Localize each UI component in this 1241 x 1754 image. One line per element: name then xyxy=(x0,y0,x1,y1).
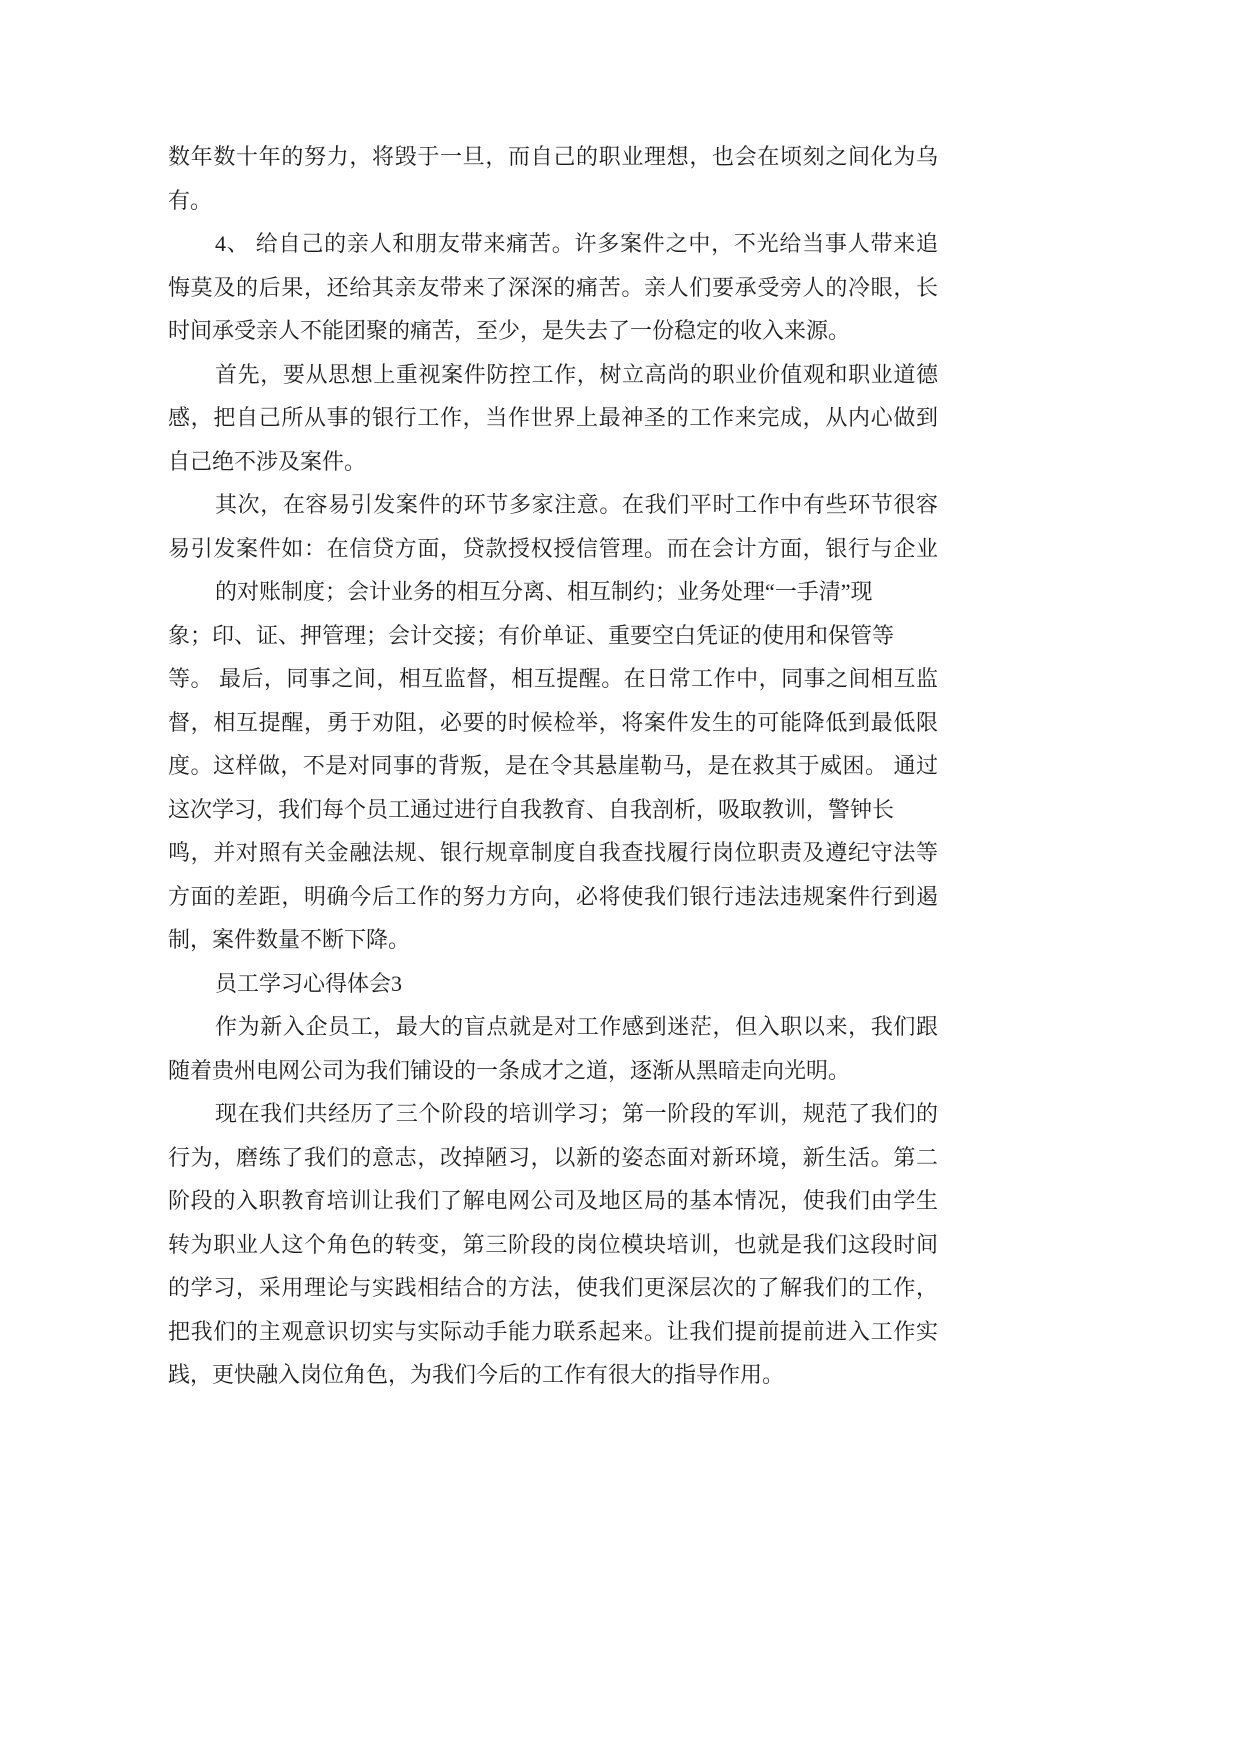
text-line: 的学习，采用理论与实践相结合的方法，使我们更深层次的了解我们的工作， xyxy=(168,1275,938,1300)
text-line: 作为新入企员工，最大的盲点就是对工作感到迷茫，但入职以来，我们跟 xyxy=(215,1014,938,1039)
text-line: 随着贵州电网公司为我们铺设的一条成才之道，逐渐从黑暗走向光明。 xyxy=(168,1057,851,1083)
text-line: 有。 xyxy=(168,187,213,213)
text-line: 象；印、证、押管理；会计交接；有价单证、重要空白凭证的使用和保管等 xyxy=(168,622,895,648)
text-line: 行为，磨练了我们的意志，改掉陋习，以新的姿态面对新环境，新生活。第二 xyxy=(168,1144,938,1170)
text-line: 时间承受亲人不能团聚的痛苦，至少，是失去了一份稳定的收入来源。 xyxy=(168,318,851,343)
text-line: 自己绝不涉及案件。 xyxy=(168,448,367,474)
text-line: 度。这样做，不是对同事的背叛，是在令其悬崖勒马，是在救其于威困。 通过 xyxy=(168,753,938,778)
text-line: 阶段的入职教育培训让我们了解电网公司及地区局的基本情况，使我们由学生 xyxy=(168,1188,938,1213)
text-line: 制，案件数量不断下降。 xyxy=(168,927,411,952)
paragraph xyxy=(168,1092,938,1397)
text-line: 鸣，并对照有关金融法规、银行规章制度自我查找履行岗位职责及遵纪守法等 xyxy=(168,840,938,865)
text-line: 的对账制度；会计业务的相互分离、相互制约；业务处理“一手清”现 xyxy=(215,579,873,604)
text-line: 感，把自己所从事的银行工作，当作世界上最神圣的工作来完成，从内心做到 xyxy=(168,405,938,430)
text-line: 易引发案件如：在信贷方面，贷款授权授信管理。而在会计方面，银行与企业 xyxy=(168,535,938,561)
paragraph xyxy=(168,135,938,222)
text-line: 把我们的主观意识切实与实际动手能力联系起来。让我们提前提前进入工作实 xyxy=(168,1318,938,1344)
text-line: 首先，要从思想上重视案件防控工作，树立高尚的职业价值观和职业道德 xyxy=(215,361,938,387)
text-line: 方面的差距，明确今后工作的努力方向，必将使我们银行违法违规案件行到遏 xyxy=(168,883,938,909)
text-line: 4、 给自己的亲人和朋友带来痛苦。许多案件之中，不光给当事人带来追 xyxy=(215,231,938,256)
text-line: 这次学习，我们每个员工通过进行自我教育、自我剖析，吸取教训，警钟长 xyxy=(168,796,895,822)
paragraph xyxy=(168,483,938,570)
paragraph xyxy=(168,1005,938,1092)
paragraph xyxy=(168,353,938,484)
paragraph xyxy=(168,222,938,353)
text-line: 员工学习心得体会3 xyxy=(215,970,403,996)
text-line: 督，相互提醒，勇于劝阻，必要的时候检举，将案件发生的可能降低到最低限 xyxy=(168,709,938,735)
text-line: 等。 最后，同事之间，相互监督，相互提醒。在日常工作中，同事之间相互监 xyxy=(168,666,938,691)
text-line: 践，更快融入岗位角色，为我们今后的工作有很大的指导作用。 xyxy=(168,1362,785,1387)
text-line: 转为职业人这个角色的转变，第三阶段的岗位模块培训，也就是我们这段时间 xyxy=(168,1231,938,1257)
text-line: 数年数十年的努力，将毁于一旦，而自己的职业理想，也会在顷刻之间化为乌 xyxy=(168,144,938,169)
text-line: 悔莫及的后果，还给其亲友带来了深深的痛苦。亲人们要承受旁人的冷眼，长 xyxy=(168,274,938,300)
paragraph xyxy=(168,570,938,962)
section-heading xyxy=(168,962,938,1006)
document-body xyxy=(168,135,938,1397)
text-line: 其次，在容易引发案件的环节多家注意。在我们平时工作中有些环节很容 xyxy=(215,492,938,517)
text-line: 现在我们共经历了三个阶段的培训学习；第一阶段的军训，规范了我们的 xyxy=(215,1101,938,1126)
